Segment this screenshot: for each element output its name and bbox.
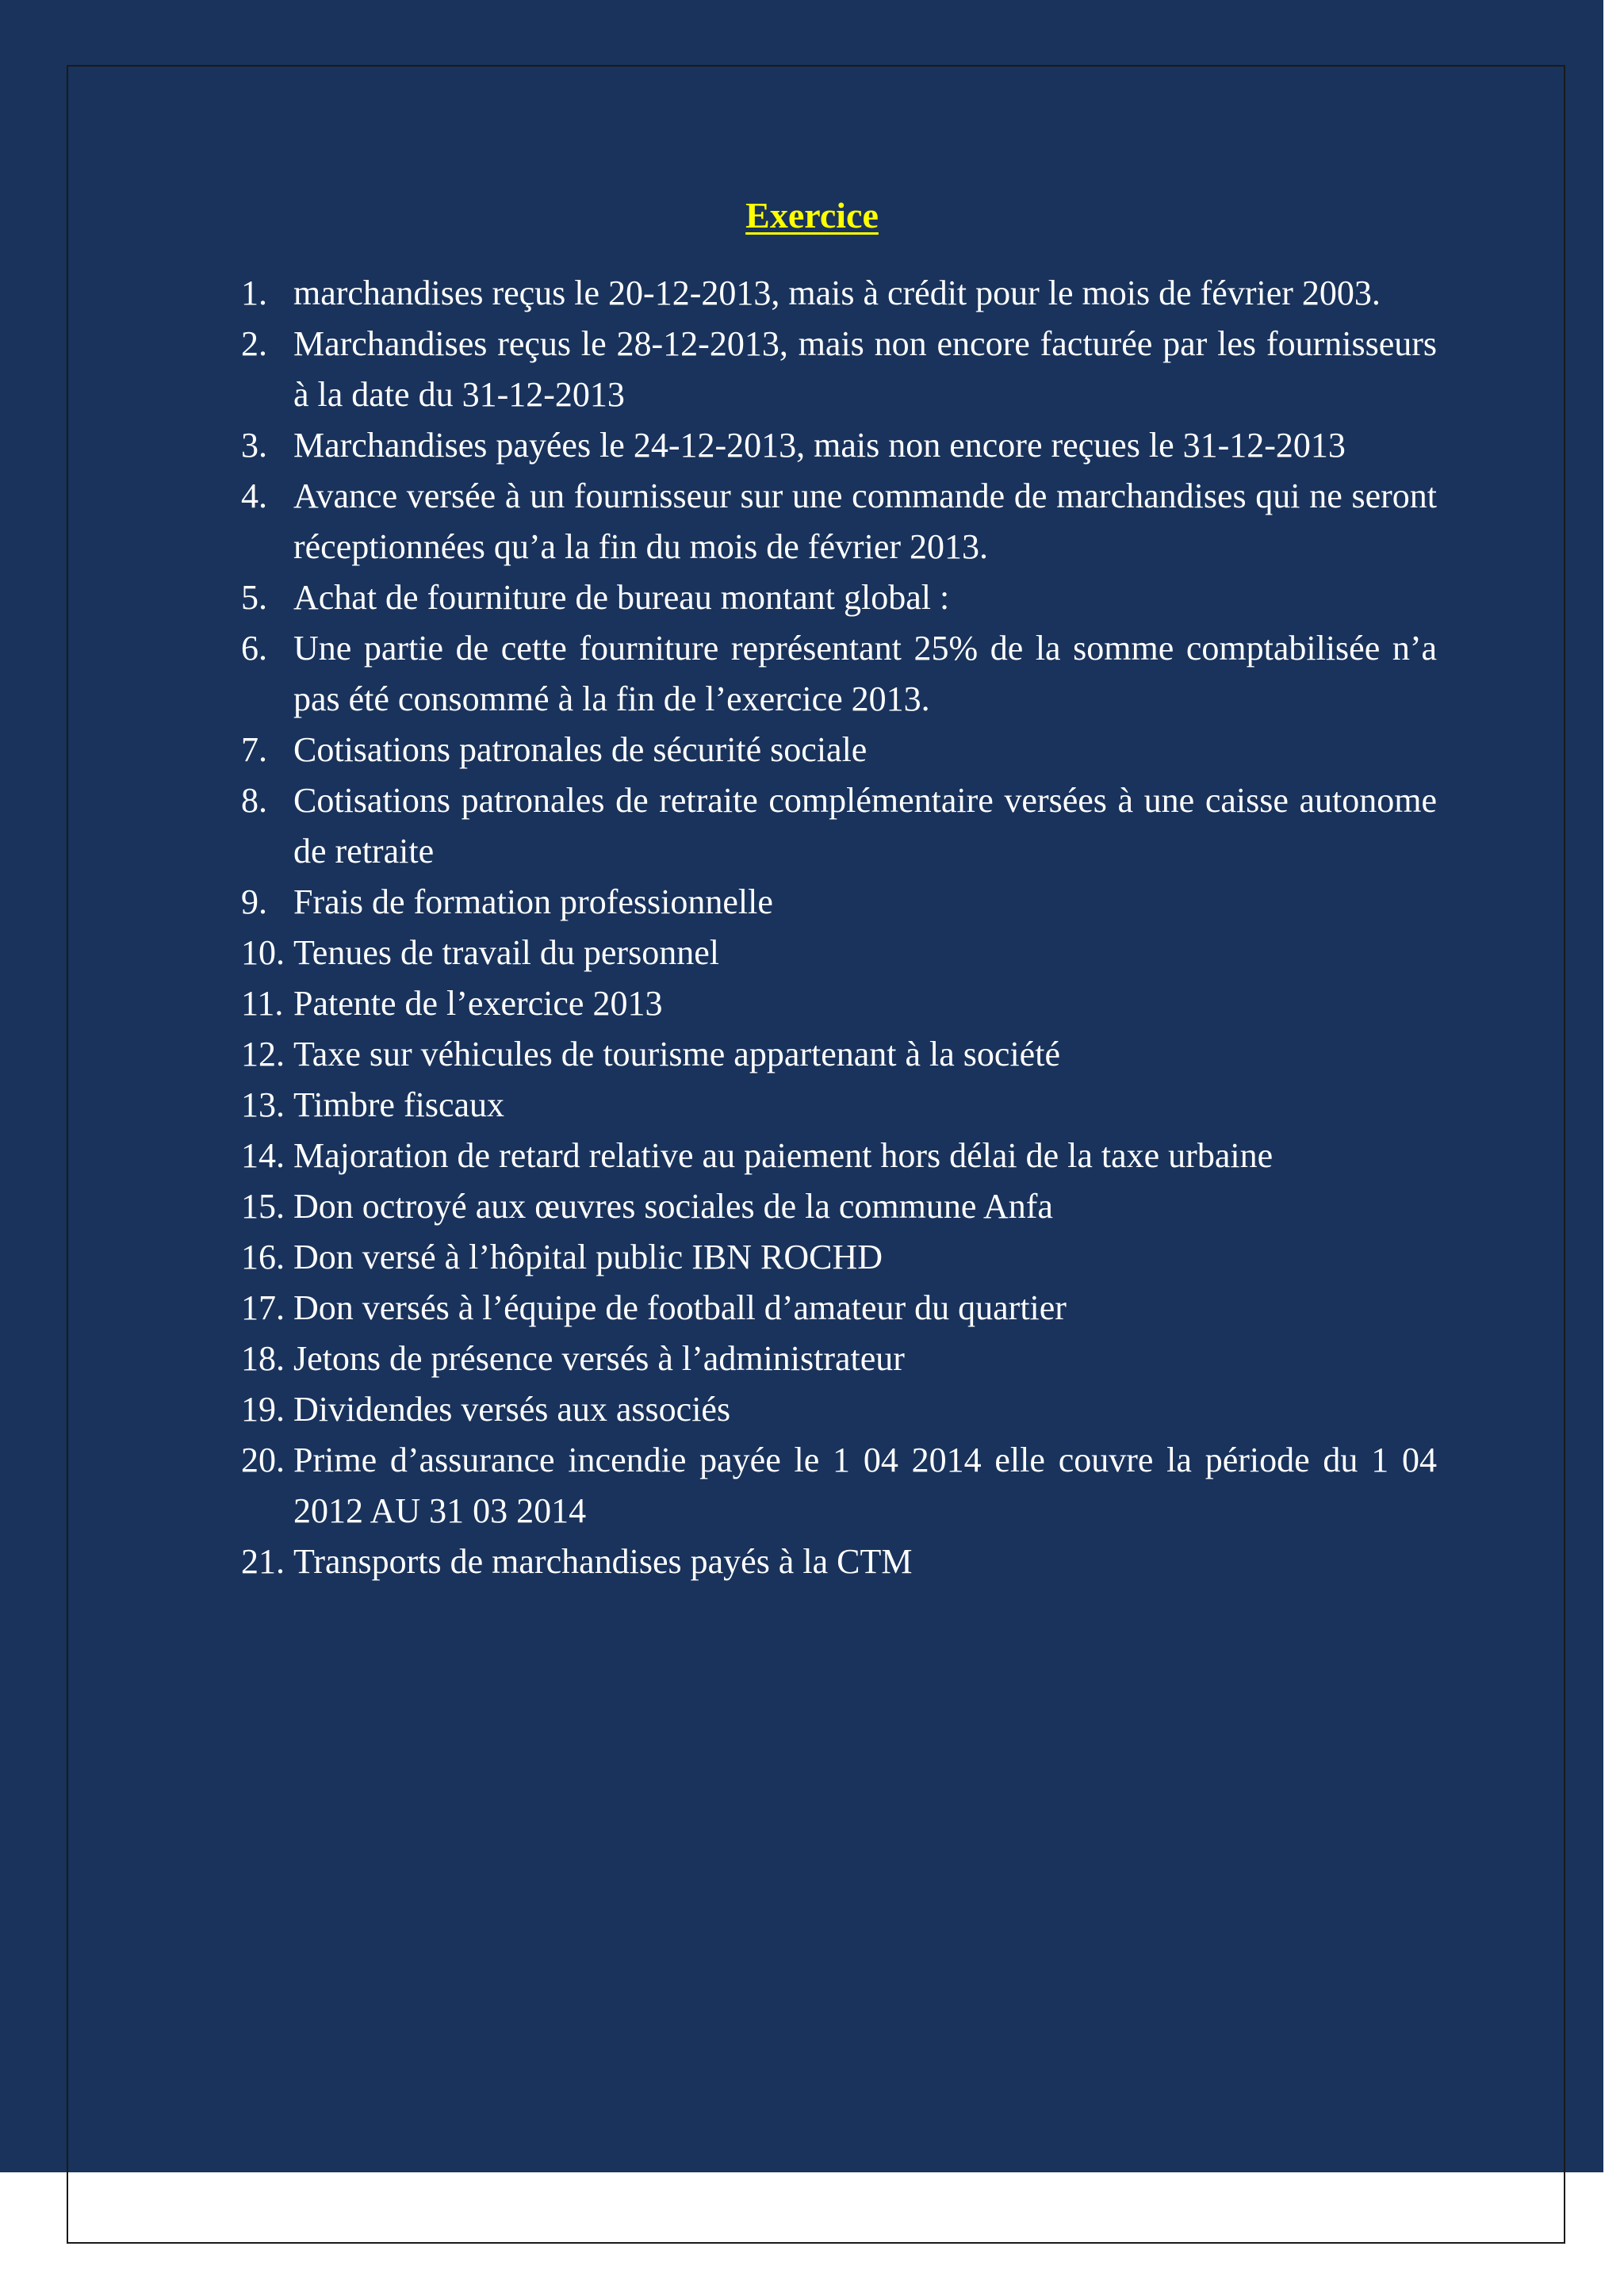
list-item [241,471,1437,572]
list-item-number: 16. [241,1238,285,1276]
list-item [241,572,1437,623]
list-item [241,1232,1437,1283]
list-item-text: Don octroyé aux œuvres sociales de la commune Anfa [293,1187,1053,1226]
list-item-number: 4. [241,476,267,515]
list-item-text: Avance versée à un fournisseur sur une commande de marchandises qui ne seront réceptionnées qu’a la fin du mois de février 2013. [293,476,1437,566]
document-title: Exercice [745,195,879,235]
list-item-number: 10. [241,933,285,972]
list-item-text: Jetons de présence versés à l’administrateur [293,1339,905,1378]
list-item [241,1131,1437,1181]
list-item [241,420,1437,471]
list-item [241,775,1437,877]
list-item [241,928,1437,978]
list-item-text: Frais de formation professionnelle [293,882,773,921]
list-item-number: 5. [241,578,267,617]
list-item-number: 7. [241,730,267,769]
list-item-number: 3. [241,426,267,465]
list-item-number: 19. [241,1390,285,1429]
list-item-text: Cotisations patronales de sécurité sociale [293,730,868,769]
list-item [241,319,1437,420]
exercise-list [241,268,1437,1587]
list-item-text: Cotisations patronales de retraite complémentaire versées à une caisse autonome de retraite [293,781,1437,871]
list-item-text: Achat de fourniture de bureau montant global : [293,578,950,617]
list-item [241,1181,1437,1232]
list-item [241,1435,1437,1536]
list-item [241,1536,1437,1587]
list-item-text: Prime d’assurance incendie payée le 1 04 2014 elle couvre la période du 1 04 2012 AU 31 03 2014 [293,1441,1437,1530]
list-item-number: 11. [241,984,284,1023]
list-item [241,978,1437,1029]
list-item-number: 21. [241,1542,285,1581]
list-item-number: 12. [241,1035,285,1073]
list-item-number: 8. [241,781,267,820]
list-item-text: Timbre fiscaux [293,1085,505,1124]
list-item-number: 9. [241,882,267,921]
list-item-text: Une partie de cette fourniture représentant 25% de la somme comptabilisée n’a pas été consommé à la fin de l’exercice 2013. [293,629,1437,718]
list-item-text: marchandises reçus le 20-12-2013, mais à crédit pour le mois de février 2003. [293,274,1381,312]
list-item [241,268,1437,319]
list-item-text: Tenues de travail du personnel [293,933,719,972]
list-item-number: 13. [241,1085,285,1124]
list-item [241,877,1437,928]
list-item [241,623,1437,725]
list-item-text: Transports de marchandises payés à la CTM [293,1542,913,1581]
list-item-text: Taxe sur véhicules de tourisme appartenant à la société [293,1035,1060,1073]
list-item-text: Patente de l’exercice 2013 [293,984,663,1023]
list-item-text: Majoration de retard relative au paiement hors délai de la taxe urbaine [293,1136,1274,1175]
list-item-number: 18. [241,1339,285,1378]
list-item [241,1029,1437,1080]
list-item-number: 14. [241,1136,285,1175]
list-item-text: Dividendes versés aux associés [293,1390,731,1429]
list-item [241,1384,1437,1435]
list-item [241,1334,1437,1384]
list-item-text: Marchandises payées le 24-12-2013, mais non encore reçues le 31-12-2013 [293,426,1346,465]
list-item [241,1283,1437,1334]
list-item-number: 15. [241,1187,285,1226]
list-item-number: 17. [241,1288,285,1327]
list-item-text: Don versés à l’équipe de football d’amateur du quartier [293,1288,1067,1327]
list-item [241,725,1437,775]
list-item-number: 20. [241,1441,285,1479]
list-item-text: Don versé à l’hôpital public IBN ROCHD [293,1238,883,1276]
list-item-number: 6. [241,629,267,668]
list-item-number: 1. [241,274,267,312]
list-item-text: Marchandises reçus le 28-12-2013, mais non encore facturée par les fournisseurs à la date du 31-12-2013 [293,324,1437,414]
list-item-number: 2. [241,324,267,363]
list-item [241,1080,1437,1131]
